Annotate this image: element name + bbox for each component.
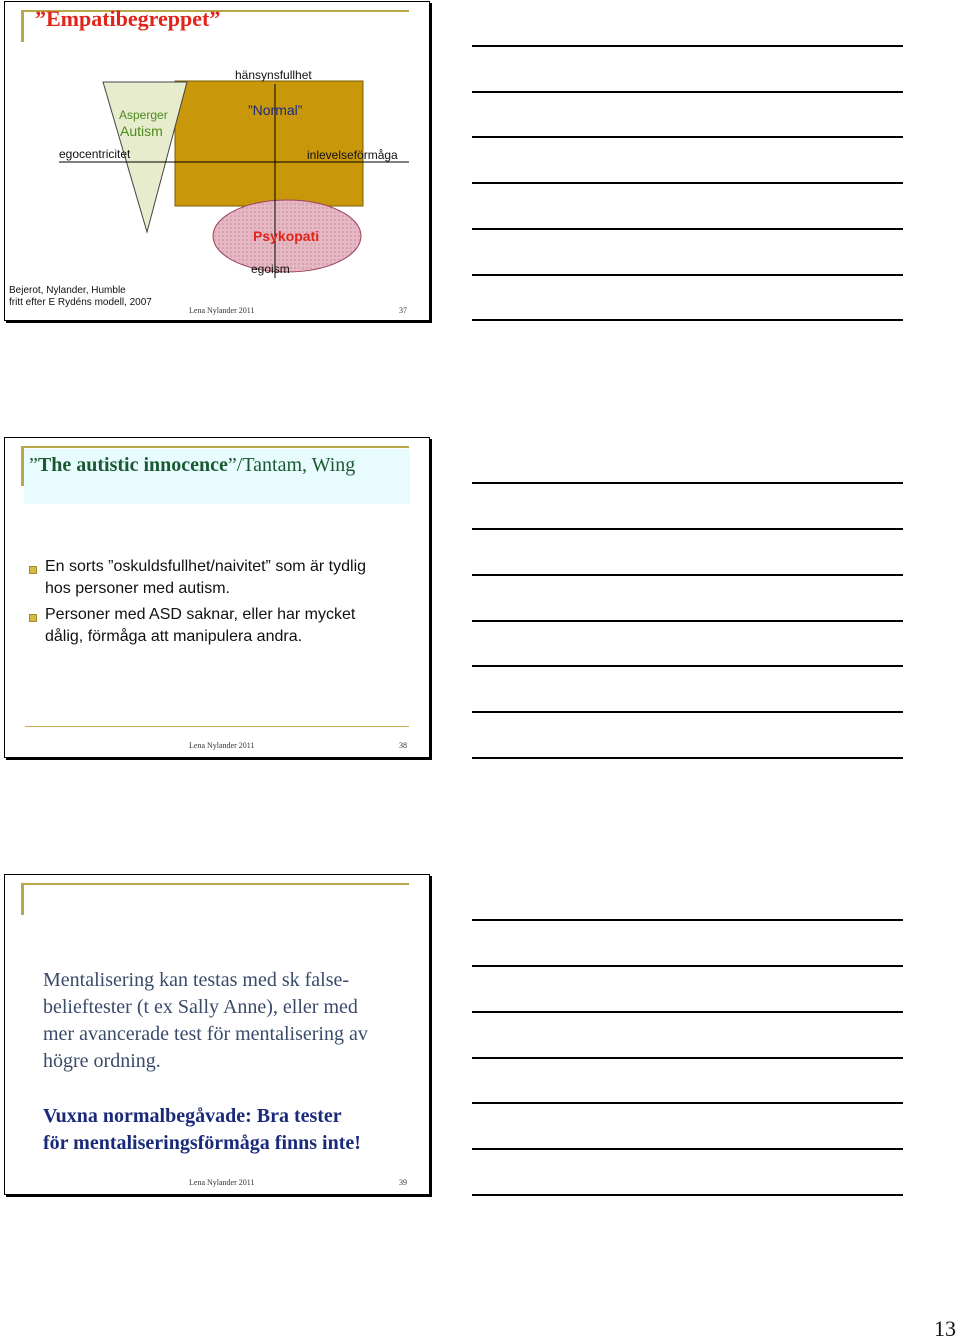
footer-divider xyxy=(25,726,409,727)
notes-line xyxy=(472,182,903,184)
bullet-icon xyxy=(29,566,37,574)
bullet-2-line-2: dålig, förmåga att manipulera andra. xyxy=(45,628,303,645)
notes-line xyxy=(472,1194,903,1196)
title-accent-line xyxy=(21,446,409,448)
notes-line xyxy=(472,482,903,484)
title-accent-bar xyxy=(21,883,24,915)
notes-line xyxy=(472,757,903,759)
label-egoism: egoism xyxy=(251,262,290,276)
slide-38 xyxy=(4,437,430,758)
para2-line-1: Vuxna normalbegåvade: Bra tester xyxy=(43,1105,342,1127)
notes-line xyxy=(472,274,903,276)
label-egocentricitet: egocentricitet xyxy=(59,147,131,161)
slide-title: ”The autistic innocence”/Tantam, Wing xyxy=(29,454,356,476)
source-line-1: Bejerot, Nylander, Humble xyxy=(9,285,126,296)
notes-line xyxy=(472,965,903,967)
label-normal: ”Normal” xyxy=(248,102,303,118)
footer-page-number: 38 xyxy=(399,741,407,750)
page-number: 13 xyxy=(934,1316,956,1341)
notes-line xyxy=(472,319,903,321)
title-accent-bar xyxy=(21,446,24,486)
bullet-2-line-1: Personer med ASD saknar, eller har mycket xyxy=(45,606,356,623)
paragraph-mentalisering xyxy=(43,967,368,1075)
footer-author: Lena Nylander 2011 xyxy=(189,741,255,750)
notes-line xyxy=(472,574,903,576)
notes-line xyxy=(472,1148,903,1150)
notes-line xyxy=(472,665,903,667)
slide-37 xyxy=(4,1,430,321)
footer-author: Lena Nylander 2011 xyxy=(189,1178,255,1187)
title-rest: /Tantam, Wing xyxy=(236,454,356,476)
label-inlevelseformaga: inlevelseförmåga xyxy=(307,148,398,162)
slide-39 xyxy=(4,874,430,1195)
label-hansynsfullhet: hänsynsfullhet xyxy=(235,68,312,82)
title-accent-line xyxy=(21,883,409,885)
notes-line xyxy=(472,620,903,622)
label-autism: Autism xyxy=(120,123,163,139)
bullet-1-line-2: hos personer med autism. xyxy=(45,580,230,597)
footer-page-number: 37 xyxy=(399,306,407,315)
paragraph-vuxna xyxy=(43,1103,361,1157)
bullet-icon xyxy=(29,614,37,622)
notes-line xyxy=(472,919,903,921)
para1-line-3: mer avancerade test för mentalisering av xyxy=(43,1023,368,1045)
notes-line xyxy=(472,91,903,93)
slide-title: ”Empatibegreppet” xyxy=(35,6,221,31)
empathy-diagram xyxy=(5,2,431,322)
notes-line xyxy=(472,136,903,138)
notes-line xyxy=(472,1102,903,1104)
footer-author: Lena Nylander 2011 xyxy=(189,306,255,315)
para1-line-4: högre ordning. xyxy=(43,1050,161,1072)
label-asperger: Asperger xyxy=(119,108,168,122)
para2-line-2: för mentaliseringsförmåga finns inte! xyxy=(43,1132,361,1154)
para1-line-1: Mentalisering kan testas med sk false- xyxy=(43,969,350,991)
notes-line xyxy=(472,228,903,230)
notes-line xyxy=(472,528,903,530)
notes-line xyxy=(472,711,903,713)
label-psykopati: Psykopati xyxy=(253,228,320,244)
notes-line xyxy=(472,1011,903,1013)
notes-line xyxy=(472,1057,903,1059)
para1-line-2: belieftester (t ex Sally Anne), eller med xyxy=(43,996,358,1018)
bullet-1-line-1: En sorts ”oskuldsfullhet/naivitet” som är tydlig xyxy=(45,558,367,575)
title-bold: The autistic innocence xyxy=(37,454,228,476)
source-line-2: fritt efter E Rydéns modell, 2007 xyxy=(9,297,152,308)
footer-page-number: 39 xyxy=(399,1178,407,1187)
notes-line xyxy=(472,45,903,47)
normal-box xyxy=(175,81,363,206)
